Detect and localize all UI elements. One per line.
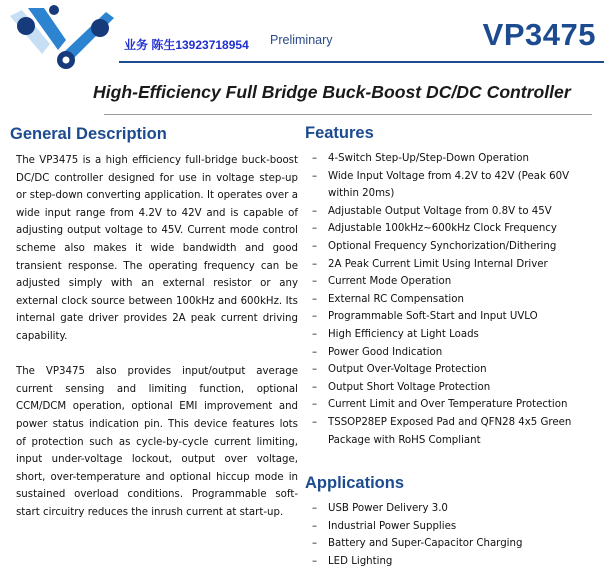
feature-item: – 4-Switch Step-Up/Step-Down Operation xyxy=(312,153,529,164)
feature-item: – Output Short Voltage Protection xyxy=(312,381,491,393)
general-description-body xyxy=(16,152,298,539)
application-item: – Industrial Power Supplies xyxy=(312,520,457,532)
contact-info: 业务 陈生13923718954 xyxy=(124,38,249,52)
feature-item: – 2A Peak Current Limit Using Internal Driver xyxy=(312,258,548,270)
feature-item: – Output Over-Voltage Protection xyxy=(312,364,487,376)
feature-item: – External RC Compensation xyxy=(312,293,464,305)
page-title: High-Efficiency Full Bridge Buck-Boost DC/DC Controller xyxy=(93,82,571,102)
features-heading: Features xyxy=(305,124,374,142)
feature-item: – Adjustable 100kHz~600kHz Clock Frequency xyxy=(312,223,557,235)
application-item: – USB Power Delivery 3.0 xyxy=(312,503,448,514)
feature-item: – Adjustable Output Voltage from 0.8V to 45V xyxy=(312,205,552,217)
feature-item: – Optional Frequency Synchorization/Dithering xyxy=(312,240,557,252)
feature-item: – Wide Input Voltage from 4.2V to 42V (Peak 60V within 20ms) xyxy=(312,170,570,200)
applications-list xyxy=(310,500,600,570)
application-item: – LED Lighting xyxy=(312,555,393,567)
header-rule xyxy=(119,61,604,63)
feature-item: – TSSOP28EP Exposed Pad and QFN28 4x5 Green Package with RoHS Compliant xyxy=(312,416,572,446)
general-description-heading: General Description xyxy=(10,125,167,143)
description-paragraph: The VP3475 also provides input/output average current sensing and limiting function, optional CCM/DCM operation, optional EMI improvement and power status indication pin. This device features lots of protection such as cycle-by-cycle current limiting, input under-voltage lockout, output over voltage, short, over-temperature and optional hiccup mode in sustained overload conditions. Programmable soft-start circuitry reduces the inrush current at start-up. xyxy=(16,366,298,518)
feature-item: – High Efficiency at Light Loads xyxy=(312,328,479,340)
title-rule xyxy=(104,114,592,115)
description-paragraph: The VP3475 is a high efficiency full-bridge buck-boost DC/DC controller designed for use in voltage step-up or step-down converting application. It operates over a wide input range from 4.2V to 42V and is capable of adjusting output voltage to 45V. Current mode control scheme also makes it wide bandwidth and good transient response. The operating frequency can be adjusted simply with an external resistor or any external clock source between 100kHz and 600kHz. Its internal gate driver provides 2A peak current driving capability. xyxy=(16,155,298,342)
applications-heading: Applications xyxy=(305,474,405,492)
application-item: – Battery and Super-Capacitor Charging xyxy=(312,538,523,550)
features-list xyxy=(310,150,600,449)
brand-logo-icon xyxy=(6,4,118,74)
feature-item: – Power Good Indication xyxy=(312,346,443,358)
feature-item: – Current Mode Operation xyxy=(312,276,452,288)
feature-item: – Programmable Soft-Start and Input UVLO xyxy=(312,311,538,323)
part-number: VP3475 xyxy=(482,17,596,52)
document-status: Preliminary xyxy=(270,33,333,47)
feature-item: – Current Limit and Over Temperature Protection xyxy=(312,399,568,411)
